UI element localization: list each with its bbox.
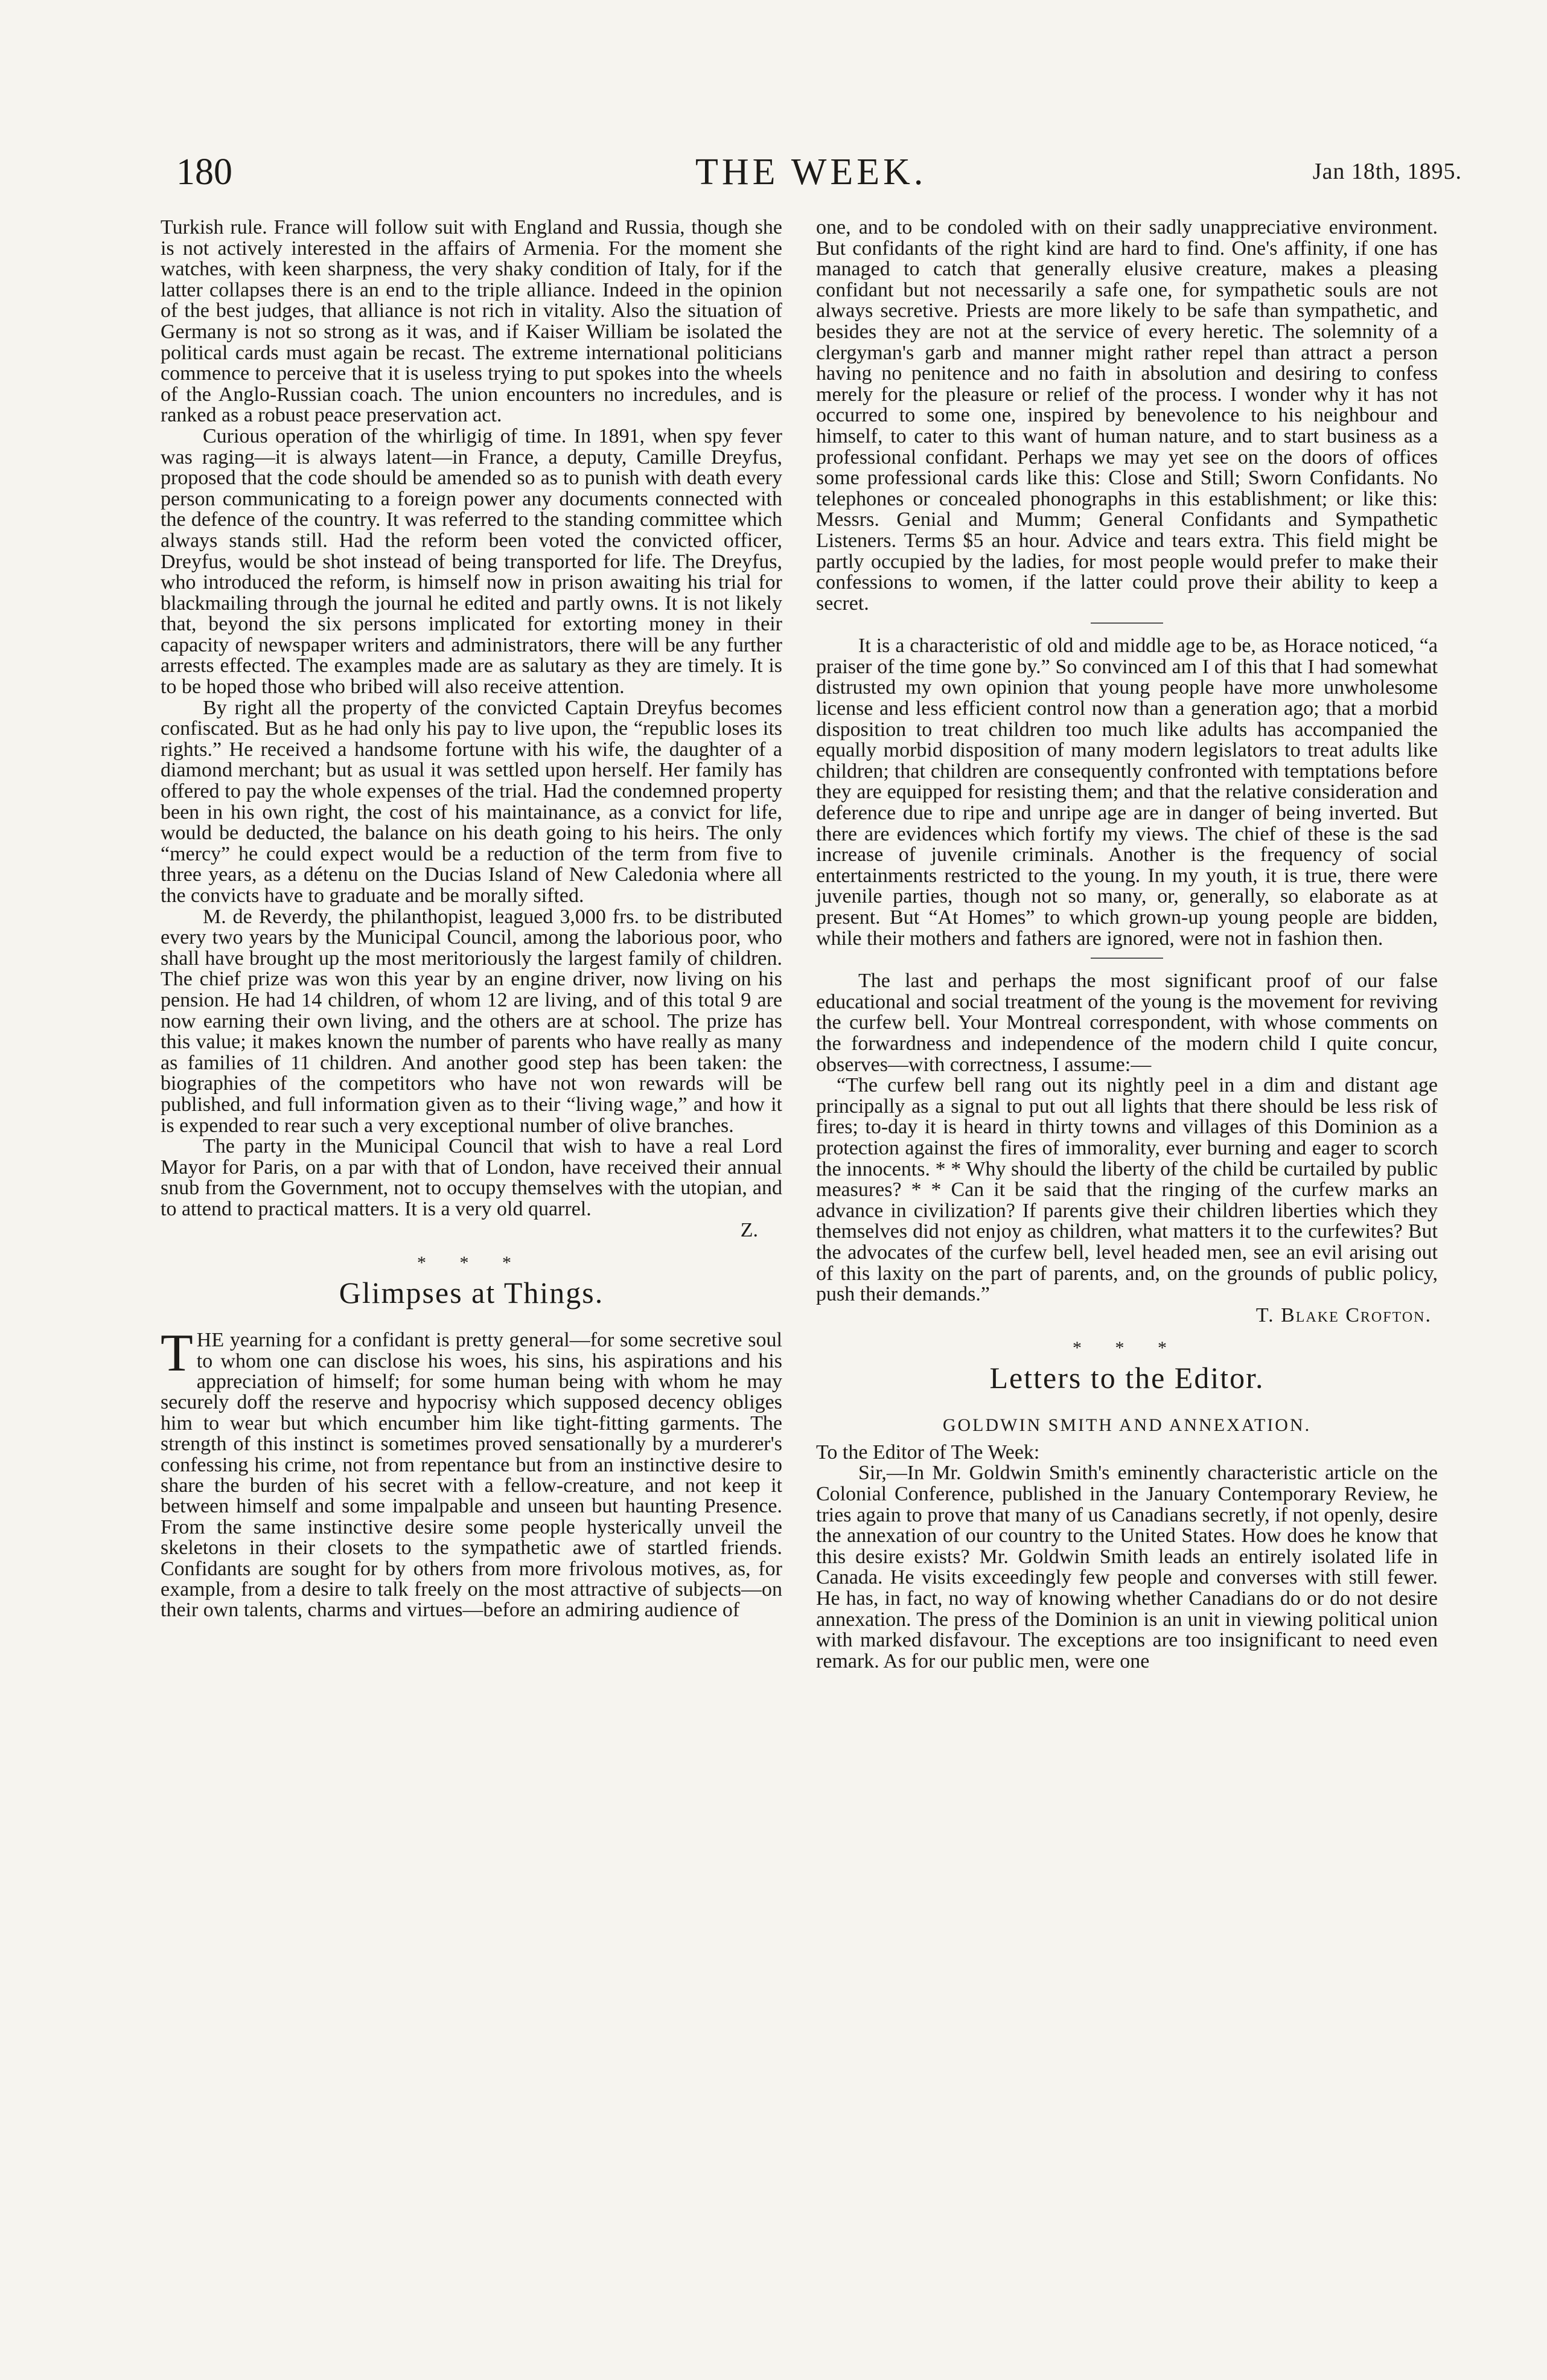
curfew-paragraph: The last and perhaps the most significant proof of our false educational and social treatment of the young is the movement for reviving the curfew bell. Your Montreal correspondent, with whose comments on the forwardness and independence of the modern child I quite concur, observes—with correctness, I assume:—	[816, 970, 1438, 1076]
section-stars: * * *	[417, 1253, 526, 1273]
confidant-paragraph: one, and to be condoled with on their sadly unappreciative environment. But confidants of the right kind are hard to find. One's affinity, if one has managed to catch that generally elusive creature, makes a pleasing confidant but not necessarily a safe one, for sympathetic souls are not always secretive. Priests are more likely to be safe than sympathetic, and besides they are not at the service of every heretic. The solemnity of a clergyman's garb and manner might rather repel than attract a person having no penitence and no faith in absolution and desiring to confess merely for the pleasure or relief of the process. I wonder why it has not occurred to some one, inspired by benevolence to his neighbour and himself, to cater to this want of human nature, and to start business as a professional confidant. Perhaps we may yet see on the doors of offices some professional cards like this: Close and Still; Sworn Confidants. No telephones or concealed phonographs in this establishment; or like this: Messrs. Genial and Mumm; General Confidants and Sympathetic Listeners. Terms $5 an hour. Advice and tears extra. This field might be partly occupied by the ladies, for most people would prefer to make their confessions to women, if the latter could prove their ability to keep a secret.	[816, 216, 1438, 615]
letter-paragraph: Sir,—In Mr. Goldwin Smith's eminently characteristic article on the Colonial Conference, published in the January Contemporary Review, he tries again to prove that many of us Canadians secretly, if not openly, desire the annexation of our country to the United States. How does he know that this desire exists? Mr. Goldwin Smith leads an entirely isolated life in Canada. He visits exceedingly few people and converses with still fewer. He has, in fact, no way of knowing whether Canadians do or do not desire annexation. The press of the Dominion is an unit in viewing political union with marked disfavour. The exceptions are too insignificant to need even remark. As for our public men, were one	[816, 1462, 1438, 1672]
page-number: 180	[176, 152, 232, 193]
left-column	[161, 217, 782, 1621]
drop-cap: T	[161, 1324, 193, 1383]
article-paragraph: Turkish rule. France will follow suit with England and Russia, though she is not actively interested in the affairs of Armenia. For the moment she watches, with keen sharpness, the very shaky condition of Italy, for if the latter collapses there is an end to the triple alliance. Indeed in the opinion of the best judges, that alliance is not rich in vitality. Also the situation of Germany is not so strong as it was, and if Kaiser William be isolated the political cards must again be recast. The extreme international politicians commence to perceive that it is useless trying to put spokes into the wheels of the Anglo-Russian coach. The union encounters no incredules, and is ranked as a robust peace preservation act.	[161, 216, 782, 427]
glimpses-heading: Glimpses at Things.	[339, 1276, 604, 1310]
issue-date: Jan 18th, 1895.	[1312, 159, 1462, 184]
journal-title: THE WEEK.	[695, 152, 927, 193]
section-rule	[1091, 622, 1163, 624]
article-paragraph: M. de Reverdy, the philanthopist, leagued 3,000 frs. to be distributed every two years by the Municipal Council, among the laborious poor, who shall have brought up the most meritoriously the largest family of children. The chief prize was won this year by an engine driver, now living on his pension. He had 14 children, of whom 12 are living, and of this total 9 are now earning their own living, and the others are at school. The prize has this value; it makes known the number of parents who have really as many as families of 11 children. And another good step has been taken: the biographies of the competitors who have not won rewards will be published, and full information given as to their “living wage,” and how it is expended to rear such a very exceptional number of olive branches.	[161, 905, 782, 1137]
curfew-quote: “The curfew bell rang out its nightly peel in a dim and distant age principally as a signal to put out all lights that there should be less risk of fires; to-day it is heard in thirty towns and villages of this Dominion as a protection against the fires of immorality, ever burning and eager to scorch the innocents. * * Why should the liberty of the child be curtailed by public measures? * * Can it be said that the ringing of the curfew marks an advance in civilization? If parents give their children liberties which they themselves did not enjoy as children, what matters it to the curfewites? But the advocates of the curfew bell, level headed men, see an evil arising out of this laxity on the part of parents, and, on the grounds of public policy, push their demands.”	[816, 1074, 1438, 1306]
article-paragraph: Curious operation of the whirligig of time. In 1891, when spy fever was raging—it is always latent—in France, a deputy, Camille Dreyfus, proposed that the code should be amended so as to punish with death every person communicating to a foreign power any documents connected with the defence of the country. It was referred to the standing committee which always stands still. Had the reform been voted the convicted officer, Dreyfus, would be shot instead of being transported for life. The Dreyfus, who introduced the reform, is himself now in prison awaiting his trial for blackmailing through the journal he edited and partly owns. It is not likely that, beyond the six persons implicated for extorting money in their capacity of newspaper writers and administrators, there will be any further arrests effected. The examples made are as salutary as they are timely. It is to be hoped those who bribed will also receive attention.	[161, 424, 782, 699]
letter-salutation: To the Editor of The Week:	[816, 1441, 1040, 1464]
masthead	[176, 151, 1462, 205]
right-column	[816, 217, 1438, 1672]
author-signature: Z.	[740, 1218, 758, 1241]
author-signature: T. Blake Crofton.	[1255, 1304, 1432, 1326]
letters-heading: Letters to the Editor.	[989, 1361, 1265, 1395]
section-rule	[1091, 958, 1163, 959]
article-paragraph: By right all the property of the convicted Captain Dreyfus becomes confiscated. But as he had only his pay to live upon, the “republic loses its rights.” He received a handsome fortune with his wife, the daughter of a diamond merchant; but as usual it was settled upon herself. Her family has offered to pay the whole expenses of the trial. Had the condemned property been in his own right, the cost of his maintainance, as a convict for life, would be deducted, the balance on his death going to his heirs. The only “mercy” he could expect would be a reduction of the term from five to three years, as a détenu on the Ducias Island of New Caledonia where all the convicts have to graduate and be morally sifted.	[161, 696, 782, 907]
glimpses-paragraph	[161, 1324, 782, 1622]
section-stars: * * *	[1073, 1338, 1181, 1358]
article-paragraph: The party in the Municipal Council that wish to have a real Lord Mayor for Paris, on a par with that of London, have received their annual snub from the Government, not to occupy themselves with the utopian, and to attend to practical matters. It is a very old quarrel.	[161, 1135, 782, 1220]
age-paragraph: It is a characteristic of old and middle age to be, as Horace noticed, “a praiser of the time gone by.” So convinced am I of this that I had somewhat distrusted my own opinion that young people have more unwholesome license and less efficient control now than a generation ago; that a morbid disposition to treat children too much like adults has accompanied the equally morbid disposition of many modern legislators to treat adults like children; that children are consequently confronted with temptations before they are equipped for resisting them; and that the relative consideration and deference due to ripe and unripe age are in danger of being inverted. But there are evidences which fortify my views. The chief of these is the sad increase of juvenile criminals. Another is the frequency of social entertainments restricted to the young. In my youth, it is true, there were juvenile parties, though not so many, or, generally, so elaborate as at present. But “At Homes” to which grown-up young people are bidden, while their mothers and fathers are ignored, were not in fashion then.	[816, 635, 1438, 950]
letter-title: GOLDWIN SMITH AND ANNEXATION.	[942, 1415, 1312, 1436]
glimpses-text: HE yearning for a confidant is pretty general—for some secretive soul to whom one can disclose his woes, his sins, his aspirations and his appreciation of himself; for some human being with whom he may securely doff the reserve and hypocrisy which supposed decency obliges him to wear but which encumber him like tight-fitting garments. The strength of this instinct is sometimes proved sensationally by a murderer's confessing his crime, not from repentance but from an instinctive desire to share the burden of his secret with a fellow-creature, and not keep it between himself and some impalpable and unseen but haunting Presence. From the same instinctive desire some people hysterically unveil the skeletons in their closets to the sympathetic awe of startled friends. Confidants are sought for by others from more frivolous motives, as, for example, from a desire to talk freely on the most attractive of subjects—on their own talents, charms and virtues—before an admiring audience of	[161, 1329, 782, 1622]
